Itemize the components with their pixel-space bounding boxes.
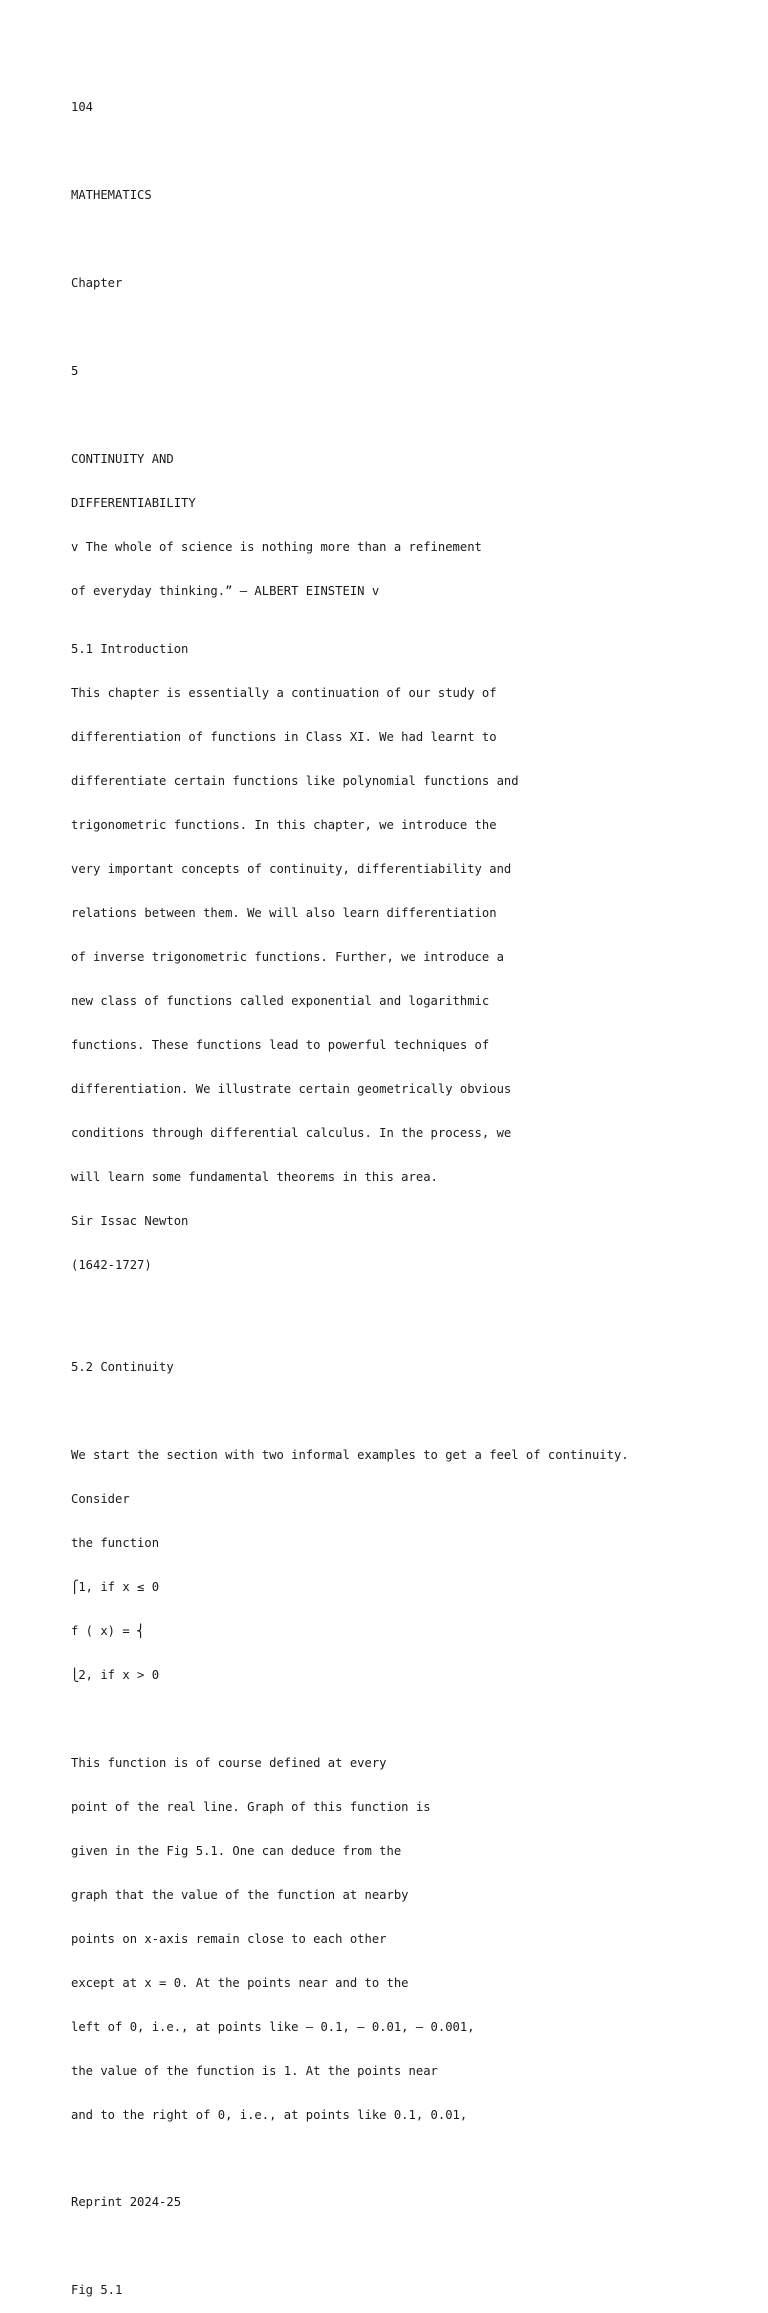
paragraph-line: of inverse trigonometric functions. Further, we introduce a — [71, 950, 504, 965]
paragraph-line: graph that the value of the function at nearby — [71, 1887, 409, 1902]
paragraph-line: left of 0, i.e., at points like – 0.1, – 0.01, – 0.001, — [71, 2019, 475, 2034]
paragraph-line: point of the real line. Graph of this function is — [71, 1799, 431, 1814]
chapter-label: Chapter — [71, 276, 123, 291]
function-definition-line: ⎧1, if x ≤ 0 — [71, 1580, 160, 1595]
paragraph-line: given in the Fig 5.1. One can deduce from the — [71, 1843, 402, 1858]
figure-label: Fig 5.1 — [71, 2283, 123, 2298]
epigraph-line: v The whole of science is nothing more than a refinement — [71, 539, 482, 554]
paragraph-line: functions. These functions lead to powerful techniques of — [71, 1037, 490, 1052]
paragraph-line: This chapter is essentially a continuation of our study of — [71, 686, 497, 701]
function-definition-line: f ( x) = ⎨ — [71, 1624, 145, 1639]
paragraph-line: differentiation. We illustrate certain geometrically obvious — [71, 1081, 512, 1096]
paragraph-line: We start the section with two informal examples to get a feel of continuity. — [71, 1448, 629, 1463]
paragraph-line: new class of functions called exponential and logarithmic — [71, 994, 490, 1009]
portrait-caption: (1642-1727) — [71, 1257, 152, 1272]
paragraph-line: conditions through differential calculus. In the process, we — [71, 1125, 512, 1140]
epigraph-line: of everyday thinking.” — ALBERT EINSTEIN v — [71, 583, 380, 598]
paragraph-line: trigonometric functions. In this chapter, we introduce the — [71, 818, 497, 833]
paragraph-line: This function is of course defined at every — [71, 1755, 387, 1770]
paragraph-line: points on x-axis remain close to each other — [71, 1931, 387, 1946]
chapter-title-line: CONTINUITY AND — [71, 451, 174, 466]
portrait-caption: Sir Issac Newton — [71, 1213, 189, 1228]
document-page — [71, 71, 751, 2313]
paragraph-line: will learn some fundamental theorems in this area. — [71, 1169, 438, 1184]
chapter-title-line: DIFFERENTIABILITY — [71, 495, 196, 510]
function-definition-line: ⎩2, if x > 0 — [71, 1667, 160, 1682]
paragraph-line: differentiation of functions in Class XI. We had learnt to — [71, 730, 497, 745]
chapter-number: 5 — [71, 364, 79, 379]
section-heading: 5.2 Continuity — [71, 1360, 174, 1375]
paragraph-line: the value of the function is 1. At the points near — [71, 2063, 438, 2078]
paragraph-line: very important concepts of continuity, differentiability and — [71, 862, 512, 877]
running-header: MATHEMATICS — [71, 188, 152, 203]
paragraph-line: except at x = 0. At the points near and to the — [71, 1975, 409, 1990]
page-number: 104 — [71, 100, 94, 115]
reprint-footer: Reprint 2024-25 — [71, 2195, 182, 2210]
paragraph-line: relations between them. We will also learn differentiation — [71, 906, 497, 921]
section-heading: 5.1 Introduction — [71, 642, 189, 657]
paragraph-line: the function — [71, 1536, 160, 1551]
paragraph-line: differentiate certain functions like polynomial functions and — [71, 774, 519, 789]
paragraph-line: and to the right of 0, i.e., at points like 0.1, 0.01, — [71, 2107, 468, 2122]
paragraph-line: Consider — [71, 1492, 130, 1507]
